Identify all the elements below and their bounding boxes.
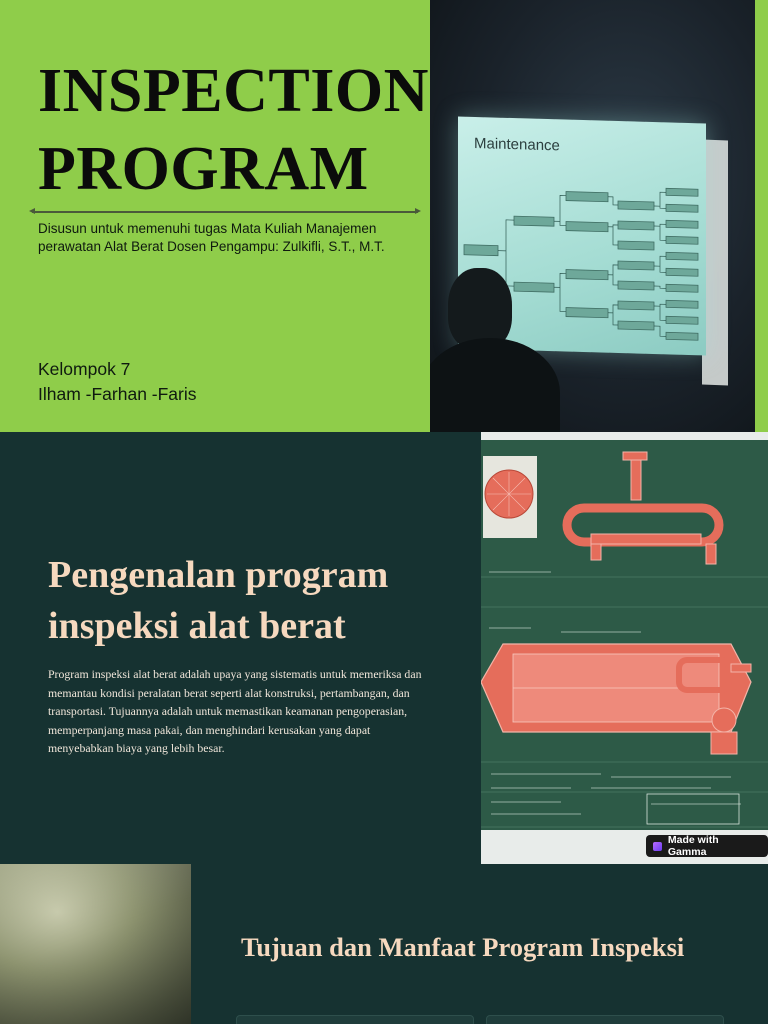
cover-title-line1: INSPECTION xyxy=(38,57,429,125)
cover-slide xyxy=(0,0,768,432)
made-with-gamma-label: Made with Gamma xyxy=(667,834,719,858)
gamma-logo-icon xyxy=(653,842,662,851)
intro-body: Program inspeksi alat berat adalah upaya yang sistematis untuk memeriksa dan memantau kondisi peralatan berat seperti alat konstruksi, pertambangan, dan transportasi. Tujuannya adalah untuk memastikan keamanan pengoperasian, memperpanjang masa pakai, dan menghindari kerusakan yang dapat menyebabkan biaya yang lebih besar. xyxy=(48,667,422,756)
cover-edge-strip xyxy=(755,0,768,432)
group-members: Ilham -Farhan -Faris xyxy=(38,384,197,404)
blueprint-illustration xyxy=(481,432,768,864)
sky-photo xyxy=(0,864,191,1024)
objective-card-2 xyxy=(486,1015,724,1024)
title-divider xyxy=(32,211,418,213)
intro-slide xyxy=(0,432,768,864)
objective-card-1 xyxy=(236,1015,474,1024)
presentation-photo xyxy=(430,0,755,432)
group-info xyxy=(38,357,197,407)
made-with-gamma-badge[interactable] xyxy=(646,835,768,857)
intro-title: Pengenalan program inspeksi alat berat xyxy=(48,554,389,647)
technical-drawing-image xyxy=(481,432,768,864)
cover-title-line2: PROGRAM xyxy=(38,135,369,203)
projected-slide-title: Maintenance xyxy=(474,134,560,155)
group-label: Kelompok 7 xyxy=(38,359,131,379)
presenter-silhouette xyxy=(438,268,534,432)
cover-title xyxy=(38,52,428,208)
objectives-title: Tujuan dan Manfaat Program Inspeksi xyxy=(241,932,685,962)
objectives-slide xyxy=(0,864,768,1024)
cover-subtitle: Disusun untuk memenuhi tugas Mata Kuliah Manajemen perawatan Alat Berat Dosen Pengampu: Zulkifli, S.T., M.T. xyxy=(38,221,385,254)
